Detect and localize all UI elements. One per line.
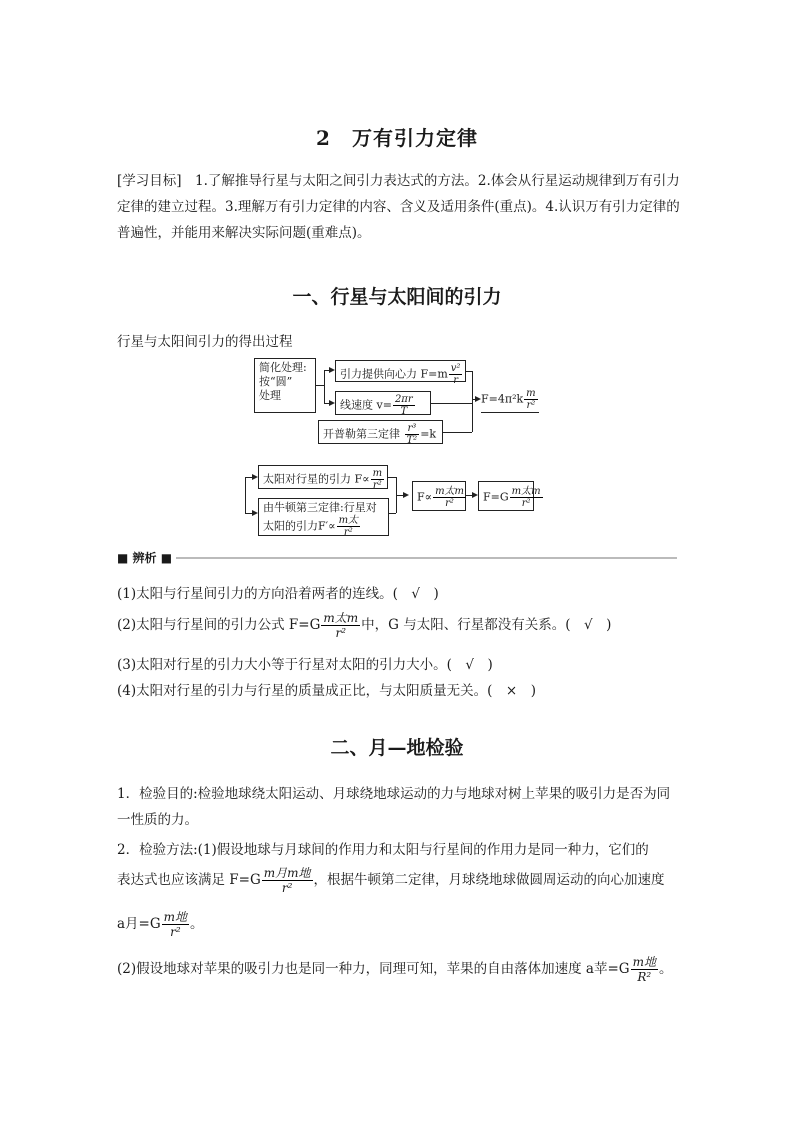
judgement-4: (4)太阳对行星的引力与行星的质量成正比，与太阳质量无关。( × ) bbox=[117, 683, 536, 699]
section-heading-1: 一、行星与太阳间的引力 bbox=[292, 286, 502, 308]
objectives-text: 1.了解推导行星与太阳之间引力表达式的方法。2.体会从行星运动规律到万有引力定律的建立过程。3.理解万有引力定律的内容、含义及适用条件(重点)。4.认识万有引力定律的普遍性，并能用来解决实际问题(重难点)。 bbox=[117, 173, 680, 241]
method4-pre: (2)假设地球对苹果的吸引力也是同一种力，同理可知，苹果的自由落体加速度 a苹=G bbox=[117, 961, 630, 977]
newton-third-box bbox=[258, 498, 389, 536]
method3-num: m地 bbox=[163, 910, 188, 924]
check-method-line-1: 2．检验方法:(1)假设地球与月球间的作用力和太阳与行星间的作用力是同一种力，它们的 bbox=[117, 842, 649, 858]
final-den: r² bbox=[521, 498, 531, 509]
judgement-3: (3)太阳对行星的引力大小等于行星对太阳的引力大小。( √ ) bbox=[117, 657, 493, 673]
prop-den: r² bbox=[445, 498, 454, 509]
sun-label: 太阳对行星的引力 F∝ bbox=[263, 472, 370, 486]
velocity-num: 2πr bbox=[394, 394, 413, 405]
method4-den: R² bbox=[637, 970, 652, 984]
newton-num: m太 bbox=[338, 515, 359, 526]
centripetal-den: r bbox=[453, 375, 458, 386]
method2-den: r² bbox=[281, 881, 293, 895]
simplify-line-2: 按“圆” bbox=[259, 375, 293, 388]
check-method-line-3 bbox=[117, 910, 204, 939]
result-formula-1 bbox=[481, 388, 539, 413]
method3-den: r² bbox=[170, 925, 181, 939]
centripetal-box bbox=[335, 360, 466, 386]
judgement-2-den: r² bbox=[335, 626, 347, 640]
velocity-label: 线速度 v= bbox=[340, 398, 392, 412]
judgement-2-pre: (2)太阳与行星间的引力公式 F=G bbox=[117, 617, 321, 633]
result1-label: F=4π²k bbox=[481, 392, 524, 406]
simplify-line-1: 简化处理: bbox=[259, 361, 307, 374]
final-num: m太m bbox=[511, 486, 541, 497]
learning-objectives bbox=[117, 168, 682, 246]
page-title: 2 万有引力定律 bbox=[316, 126, 478, 150]
simplify-line-3: 处理 bbox=[259, 389, 281, 402]
method2-post: ，根据牛顿第二定律，月球绕地球做圆周运动的向心加速度 bbox=[313, 872, 665, 888]
sun-den: r² bbox=[372, 480, 382, 491]
method3-post: 。 bbox=[190, 916, 204, 932]
judgement-2-post: 中，G 与太阳、行星都没有关系。( √ ) bbox=[361, 617, 612, 633]
simplify-box bbox=[254, 358, 316, 413]
objectives-tag: [学习目标] bbox=[117, 173, 182, 189]
prop-label: F∝ bbox=[417, 490, 433, 504]
newton-line-1: 由牛顿第三定律:行星对 bbox=[263, 501, 377, 514]
method2-pre: 表达式也应该满足 F=G bbox=[117, 872, 261, 888]
velocity-box bbox=[335, 391, 431, 415]
check-purpose: 1．检验目的:检验地球绕太阳运动、月球绕地球运动的力与地球对树上苹果的吸引力是否为同一性质的力。 bbox=[117, 786, 671, 828]
method2-num: m月m地 bbox=[263, 866, 311, 880]
sun-num: m bbox=[372, 468, 383, 479]
kepler-box bbox=[318, 420, 443, 444]
method4-num: m地 bbox=[632, 955, 656, 969]
kepler-label: 开普勒第三定律 bbox=[323, 427, 400, 441]
result1-den: r² bbox=[526, 400, 536, 411]
velocity-den: T bbox=[400, 406, 408, 417]
method3-pre: a月=G bbox=[117, 916, 161, 932]
check-method-line-2 bbox=[117, 866, 665, 895]
result1-num: m bbox=[526, 388, 536, 399]
kepler-den: T² bbox=[406, 435, 418, 446]
diagram-intro: 行星与太阳间引力的得出过程 bbox=[117, 334, 293, 350]
check-method-line-4 bbox=[117, 955, 672, 984]
kepler-num: r³ bbox=[405, 423, 420, 435]
divider bbox=[117, 557, 677, 559]
final-label: F=G bbox=[483, 490, 509, 504]
judgement-2-num: m太m bbox=[323, 611, 359, 625]
newton-den: r² bbox=[343, 527, 353, 538]
judgement-1: (1)太阳与行星间引力的方向沿着两者的连线。( √ ) bbox=[117, 586, 439, 602]
sun-on-planet-box bbox=[258, 465, 388, 489]
centripetal-num: v² bbox=[450, 363, 461, 374]
final-formula-box bbox=[478, 481, 541, 511]
method4-post: 。 bbox=[658, 961, 673, 977]
newton-line-2: 太阳的引力F′∝ bbox=[263, 519, 336, 533]
analysis-tag: ■ 辨析 ■ bbox=[117, 549, 176, 566]
centripetal-label: 引力提供向心力 F=m bbox=[340, 367, 448, 381]
proportional-box bbox=[412, 481, 466, 511]
judgement-2 bbox=[117, 611, 611, 640]
kepler-eq: =k bbox=[420, 427, 437, 441]
prop-num: m太m bbox=[435, 486, 465, 497]
section-heading-2: 二、月—地检验 bbox=[330, 737, 464, 759]
